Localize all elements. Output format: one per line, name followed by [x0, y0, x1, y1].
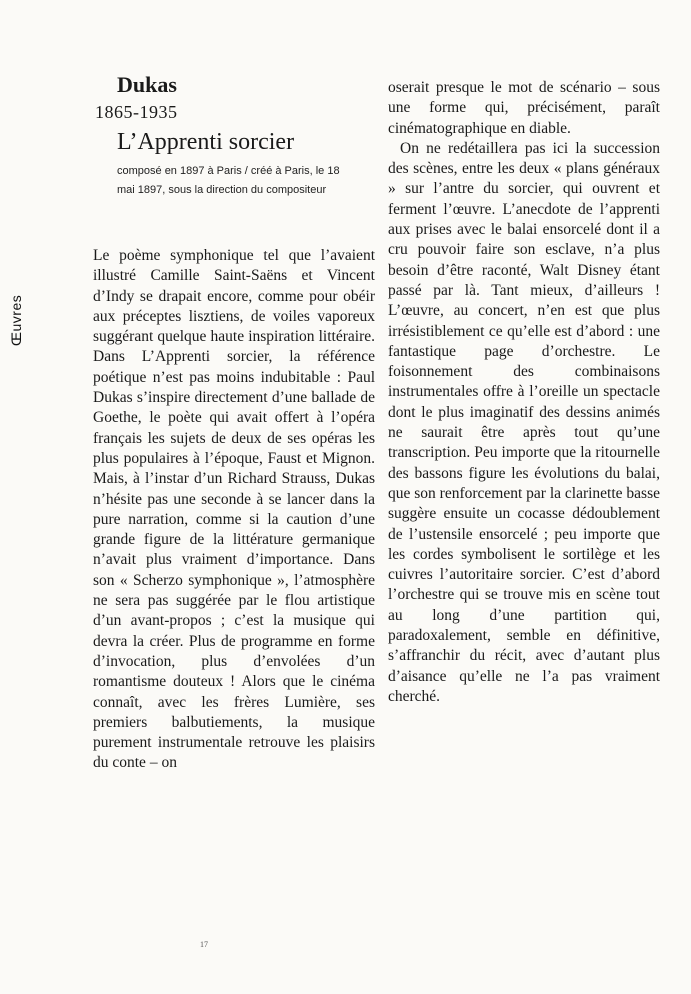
- section-side-label: Œuvres: [8, 294, 24, 346]
- text-column-left: [93, 246, 375, 774]
- page-number: 17: [200, 940, 208, 949]
- body-paragraph: Le poème symphonique tel que l’avaient illustré Camille Saint-Saëns et Vincent d’Indy se drapait encore, comme pour obéir aux préceptes lisztiens, de voiles vaporeux suggérant quelque haute inspiration littéraire. Dans L’Apprenti sorcier, la référence poétique n’est pas moins indubitable : Paul Dukas s’inspire directement d’une ballade de Goethe, le poète qui avait offert à l’opéra français les sujets de deux de ses opéras les plus populaires à l’époque, Faust et Mignon. Mais, à l’instar d’un Richard Strauss, Dukas n’hésite pas une seconde à se lancer dans la pure narration, comme si la caution d’une grande figure de la littérature germanique n’avait plus vraiment d’importance. Dans son « Scherzo symphonique », l’atmosphère ne sera pas suggérée par le flou artistique d’un avant-propos ; c’est la musique qui devra la créer. Plus de programme en forme d’invocation, plus d’envolées d’un romantisme douteux ! Alors que le cinéma connaît, avec les frères Lumière, ses premiers balbutiements, la musique purement instrumentale retrouve les plaisirs du conte – on: [93, 247, 375, 772]
- body-paragraph: oserait presque le mot de scénario – sous une forme qui, précisément, paraît cinématographique en diable.: [388, 79, 660, 137]
- work-composition-info: composé en 1897 à Paris / créé à Paris, le 18 mai 1897, sous la direction du compositeur: [117, 165, 340, 196]
- work-title: L’Apprenti sorcier: [117, 129, 295, 155]
- piece-header: [95, 72, 375, 200]
- body-paragraph: On ne redétaillera pas ici la succession des scènes, entre les deux « plans généraux » sur l’antre du sorcier, qui ouvrent et ferment l’œuvre. L’anecdote de l’apprenti aux prises avec le balai ensorcelé dont il a cru pouvoir faire son esclave, n’a plus besoin d’être raconté, Walt Disney étant passé par là. Tant mieux, d’ailleurs ! L’œuvre, au concert, n’en est que plus irrésistiblement ce qu’elle est d’abord : une fantastique page d’orchestre. Le foisonnement des combinaisons instrumentales offre à l’oreille un spectacle dont le plus imaginatif des dessins animés ne saurait être après tout qu’une transcription. Peu importe que la ritournelle des bassons figure les évolutions du balai, que son renforcement par la clarinette basse suggère ensuite un cocasse dédoublement de l’ustensile ensorcelé ; peu importe que les cordes symbolisent le sortilège et les cuivres l’autoritaire sorcier. C’est d’abord l’orchestre qui se trouve mis en scène tout au long d’une partition qui, paradoxalement, semble en définitive, s’affranchir du récit, avec d’autant plus d’aisance qu’elle ne l’a pas vraiment cherché.: [388, 139, 660, 705]
- text-column-right: [388, 78, 660, 707]
- composer-name: Dukas: [117, 72, 177, 97]
- composer-years: 1865-1935: [95, 102, 178, 122]
